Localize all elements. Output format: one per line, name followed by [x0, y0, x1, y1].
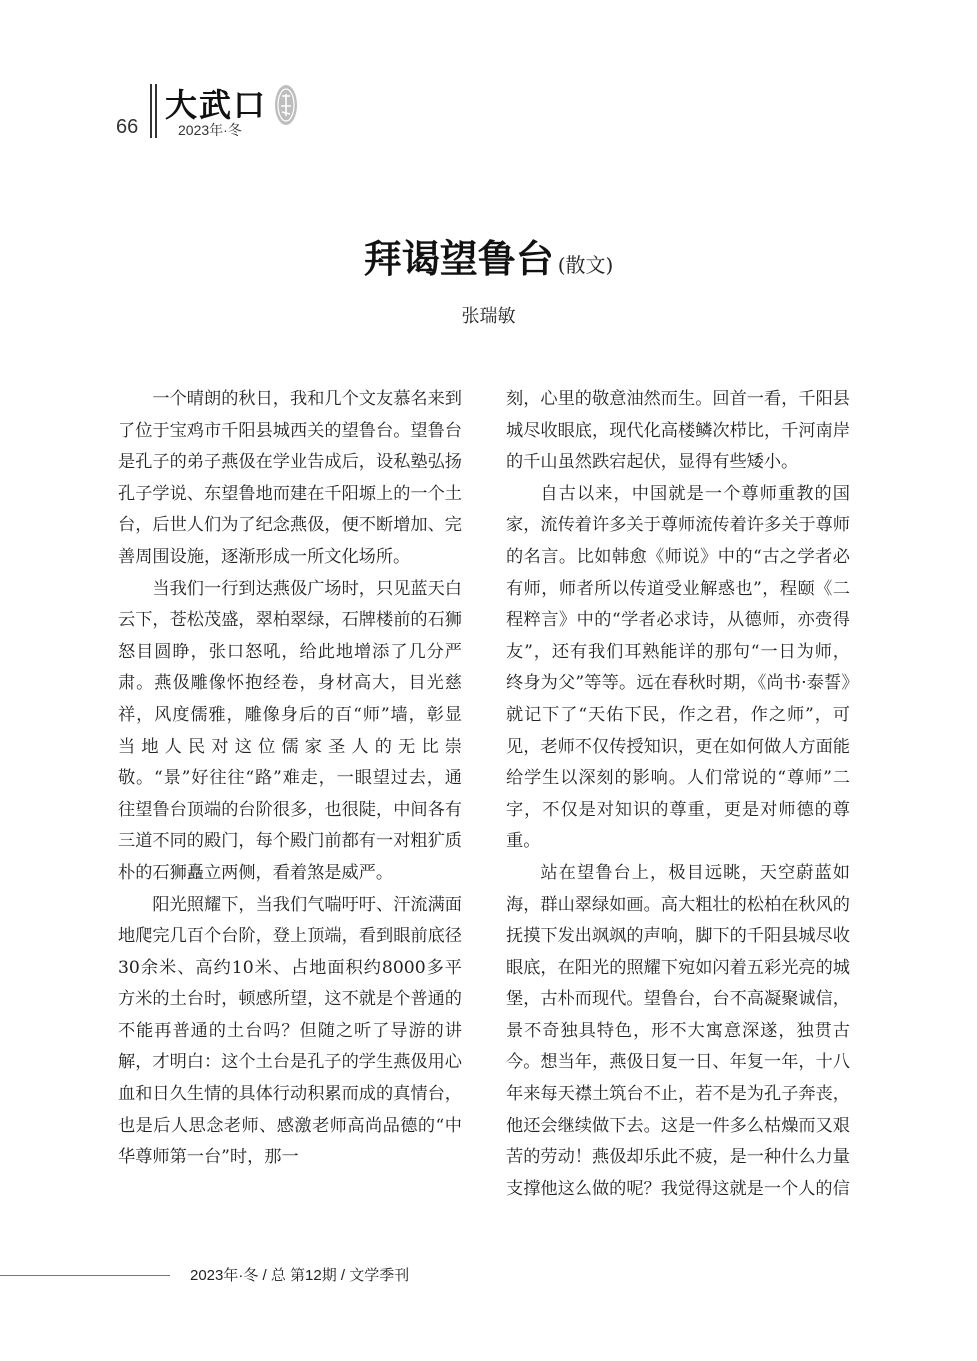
footer-issue-info: 2023年·冬 / 总 第12期 / 文学季刊	[190, 1267, 410, 1284]
paragraph: 当我们一行到达燕伋广场时，只见蓝天白云下，苍松茂盛，翠柏翠绿，石牌楼前的石狮怒目圆睁，张口怒吼，给此地增添了几分严肃。燕伋雕像怀抱经卷，身材高大，目光慈祥，风度儒雅，雕像身后的百“师”墙，彰显当地人民对这位儒家圣人的无比崇敬。“景”好往往“路”难走，一眼望过去，通往望鲁台顶端的台阶很多，也很陡，中间各有三道不同的殿门，每个殿门前都有一对粗犷质朴的石狮矗立两侧，看着煞是威严。	[118, 578, 462, 883]
article-heading	[0, 228, 977, 283]
paragraph: 站在望鲁台上，极目远眺，天空蔚蓝如海，群山翠绿如画。高大粗壮的松柏在秋风的抚摸下发出飒飒的声响，脚下的千阳县城尽收眼底，在阳光的照耀下宛如闪着五彩光亮的城堡，古朴而现代。望鲁台，台不高凝聚诚信，景不奇独具特色，形不大寓意深遂，独贯古今。想当年，燕伋日复一日、年复一年，十八年来每天襟土筑台不止，若不是为孔子奔丧，他还会继续做下去。这是一件多么枯燥而又艰苦的劳动！燕伋却乐此不疲，是一种什么力量支撑他这么做的呢？我觉得这就是一个人的信	[506, 862, 850, 1199]
article-genre: (散文)	[557, 253, 614, 277]
paragraph-continuation: 刻，心里的敬意油然而生。回首一看，千阳县城尽收眼底，现代化高楼鳞次栉比，千河南岸的千山虽然跌宕起伏，显得有些矮小。	[506, 389, 850, 473]
paragraph: 一个晴朗的秋日，我和几个文友慕名来到了位于宝鸡市千阳县城西关的望鲁台。望鲁台是孔子的弟子燕伋在学业告成后，设私塾弘扬孔子学说、东望鲁地而建在千阳塬上的一个土台，后世人们为了纪念燕伋，便不断增加、完善周围设施，逐渐形成一所文化场所。	[118, 389, 462, 567]
page-number: 66	[116, 116, 139, 138]
header-divider	[155, 84, 157, 138]
article-title: 拜谒望鲁台	[363, 236, 554, 281]
left-column	[118, 384, 462, 1174]
right-column	[506, 384, 850, 1205]
issue-label: 2023年·冬	[178, 122, 242, 138]
header-divider	[150, 84, 152, 138]
magazine-title: 大武口	[165, 86, 268, 124]
paragraph: 自古以来，中国就是一个尊师重教的国家，流传着许多关于尊师流传着许多关于尊师的名言。比如韩愈《师说》中的“古之学者必有师，师者所以传道受业解惑也”，程颐《二程粹言》中的“学者必求诗，从德师，亦赍得友”，还有我们耳熟能详的那句“一日为师，终身为父”等等。远在春秋时期，《尚书·泰誓》就记下了“天佑下民，作之君，作之师”，可见，老师不仅传授知识，更在如何做人方面能给学生以深刻的影响。人们常说的“尊师”二字，不仅是对知识的尊重，更是对师德的尊重。	[506, 483, 850, 852]
author-name: 张瑞敏	[461, 306, 516, 326]
paragraph: 阳光照耀下，当我们气喘吁吁、汗流满面地爬完几百个台阶，登上顶端，看到眼前底径30余米、高约10米、占地面积约8000多平方米的土台时，顿感所望，这不就是个普通的不能再普通的土台吗？但随之听了导游的讲解，才明白：这个土台是孔子的学生燕伋用心血和日久生情的具体行动积累而成的真情台，也是后人思念老师、感激老师高尚品德的“中华尊师第一台”时，那一	[118, 894, 462, 1168]
seal-logo-icon	[274, 84, 298, 126]
footer-rule	[0, 1275, 170, 1276]
